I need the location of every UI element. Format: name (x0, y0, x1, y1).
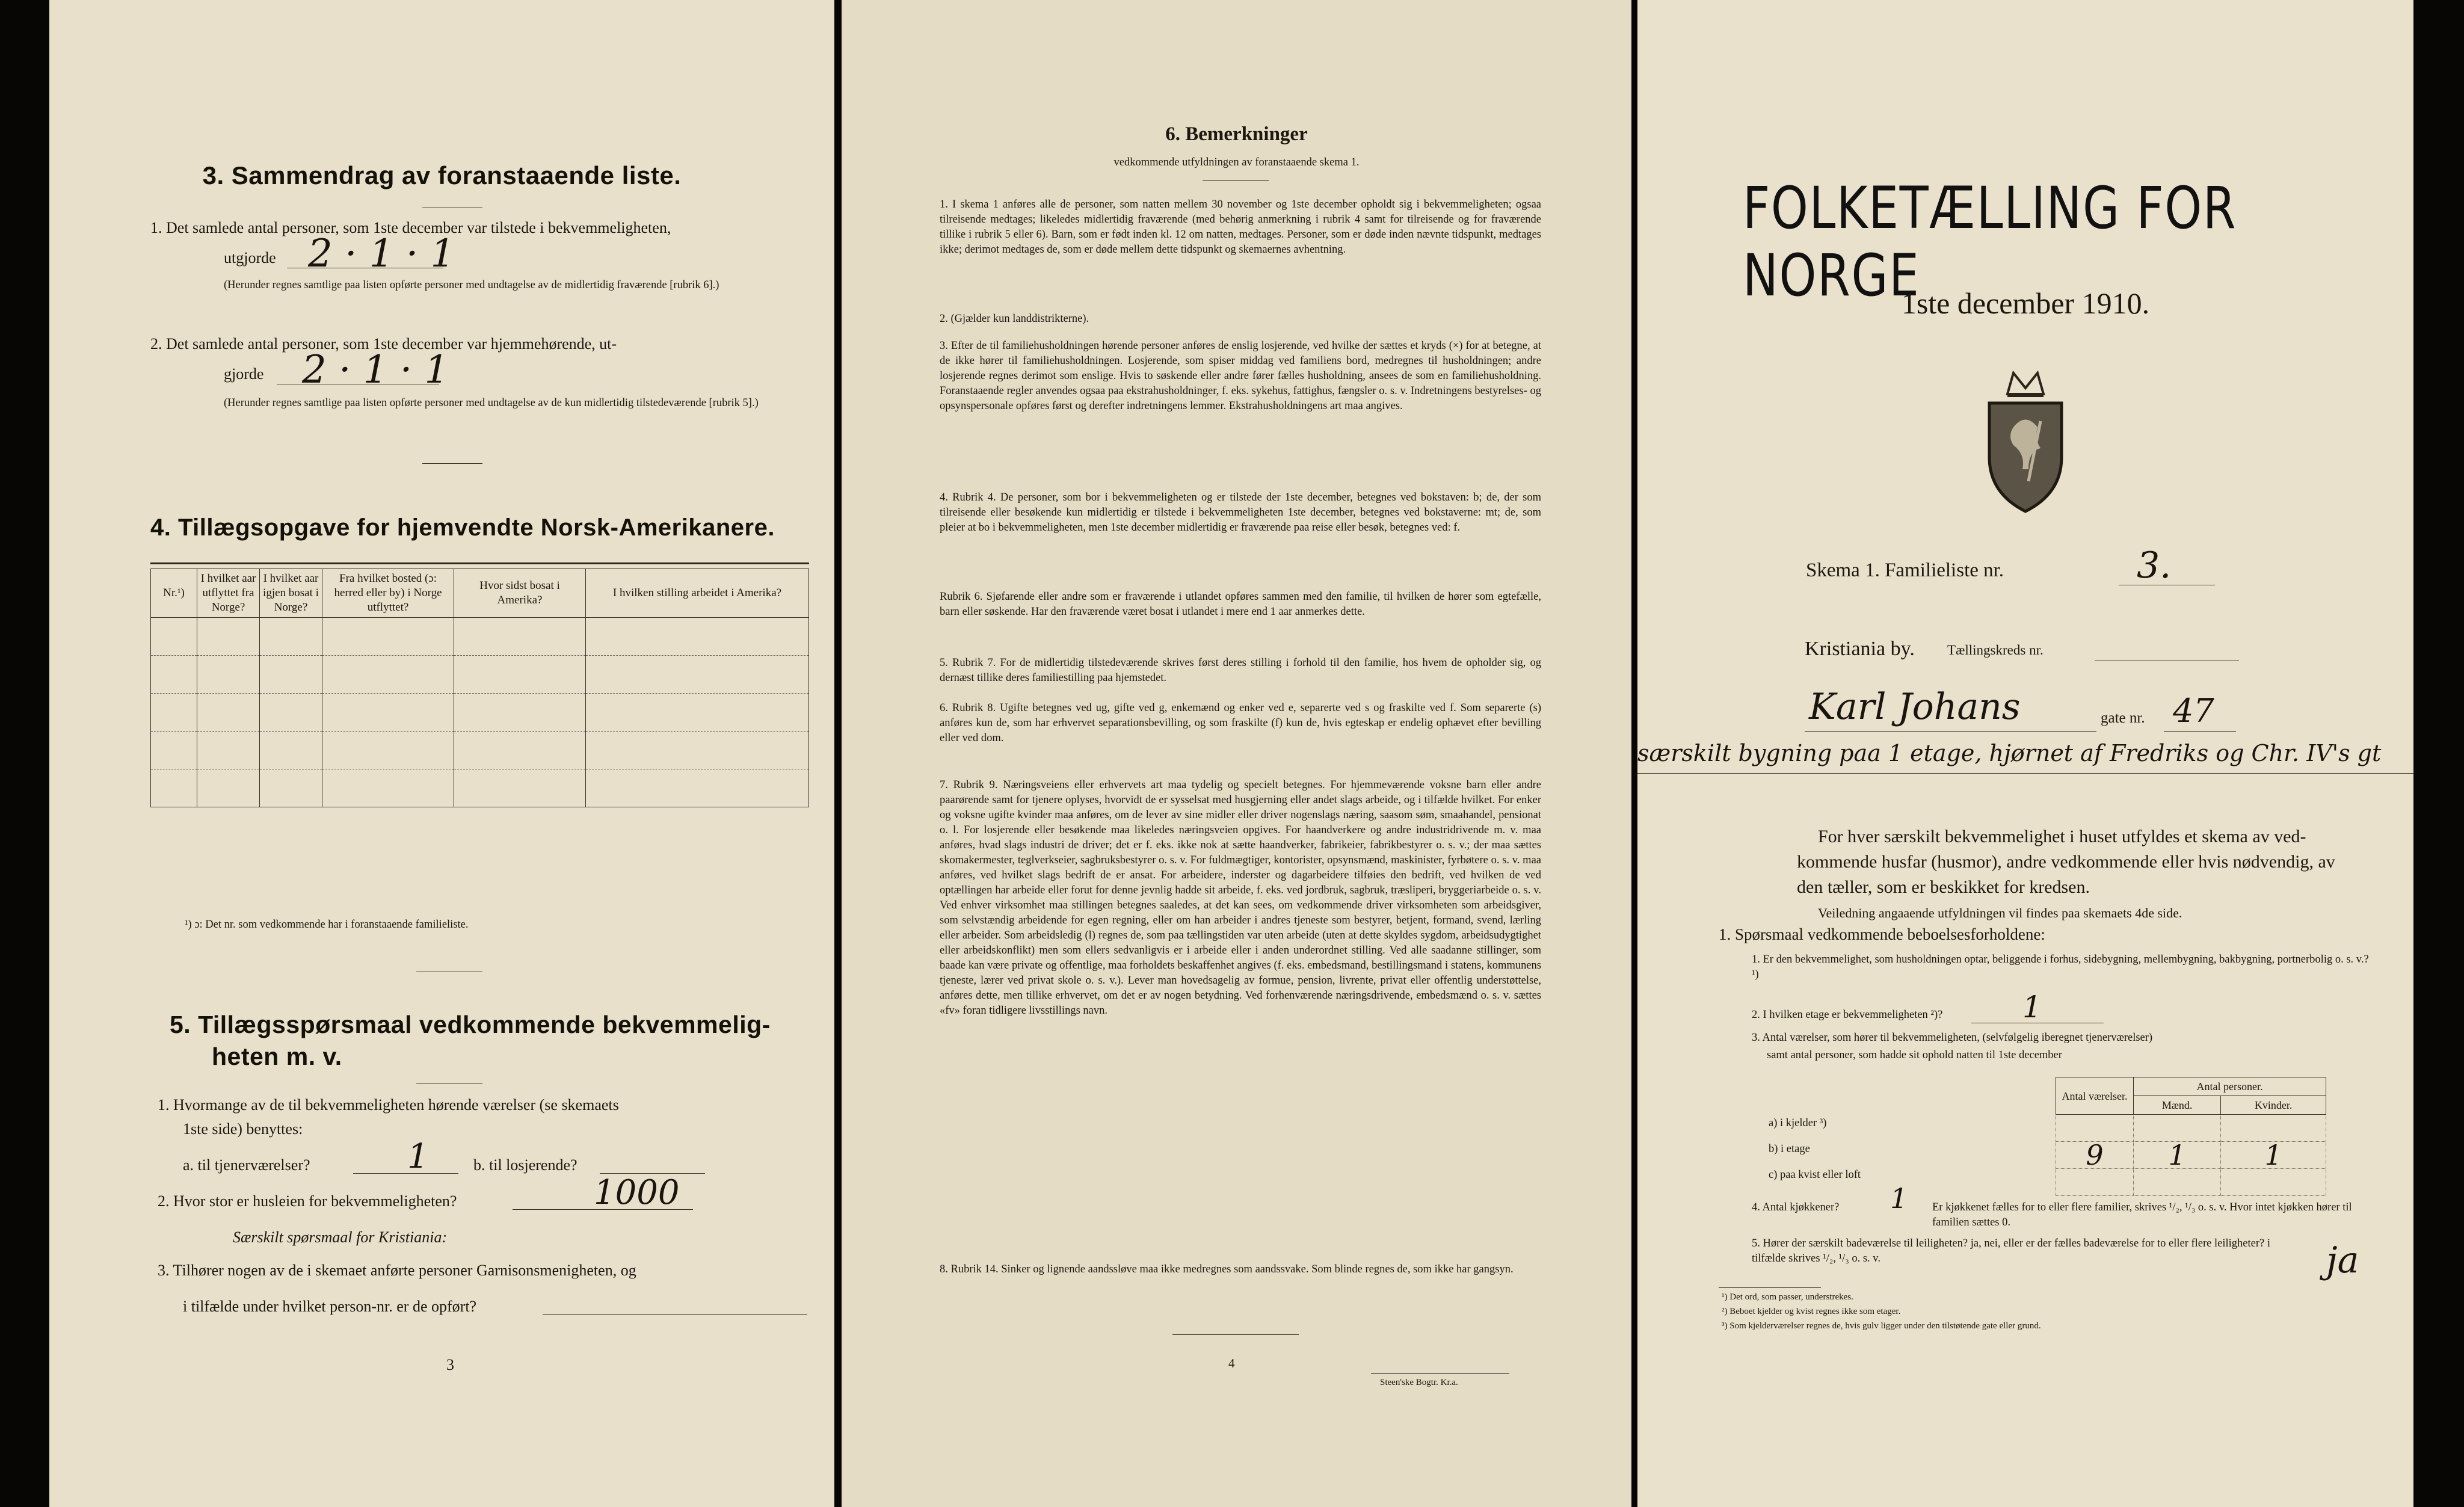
section-5-title: 5. Tillægsspørsmaal vedkommende bekvemmelig- (170, 1011, 771, 1038)
question-rooms-cont: samt antal personer, som hadde sit ophold natten til 1ste december (1767, 1049, 2062, 1061)
intro-line-2: kommende husfar (husmor), andre vedkommende eller hvis nødvendig, av (1797, 852, 2335, 872)
remark-4: 4. Rubrik 4. De personer, som bor i bekvemmeligheten og er tilstede der 1ste december, betegnes ved bokstaven: b; de, der som tilreisende eller besøkende kun midlertidig er tilstede i bekvemmeligheten 1ste december, betegnes ved bokstaverne: mt; de, som pleier at bo i bekvemmeligheten, men 1ste december midlertidig er fraværende paa reise eller besøk, betegnes ved: f. (940, 492, 1541, 534)
intro-guidance: Veiledning angaaende utfyldningen vil findes paa skemaets 4de side. (1818, 905, 2182, 920)
s5-question-3-cont: i tilfælde under hvilket person-nr. er de opført? (183, 1298, 477, 1315)
coat-of-arms-icon (1971, 361, 2080, 517)
table-row (151, 656, 809, 694)
city-label: Kristiania by. (1805, 638, 1915, 660)
cell-men (2134, 1169, 2221, 1196)
skema-label: Skema 1. Familieliste nr. (1806, 559, 2004, 581)
s5-question-1b: b. til losjerende? (473, 1156, 578, 1174)
table-row (2056, 1142, 2326, 1169)
col-header-nr: Nr.¹) (151, 569, 197, 618)
question-rooms: 3. Antal værelser, som hører til bekvemmeligheten, (selvfølgelig iberegnet tjenerværelser) (1752, 1032, 2153, 1044)
s5-question-3: 3. Tilhører nogen av de i skemaet anførte personer Garnisonsmenigheten, og (158, 1262, 636, 1279)
handwritten-street: Karl Johans (1809, 686, 2021, 728)
question-building-type: 1. Er den bekvemmelighet, som husholdningen optar, beliggende i forhus, sidebygning, mellembygning, bakbygning, portnerbolig o. s. v.?¹) (1752, 954, 2369, 981)
s5-kristiania-note: Særskilt spørsmaal for Kristiania: (233, 1228, 448, 1246)
col-header-rooms: Antal værelser. (2056, 1077, 2134, 1115)
handwritten-floor: 1 (2022, 990, 2042, 1025)
col-header-persons: Antal personer. (2134, 1077, 2326, 1096)
s5-question-1-cont: 1ste side) benyttes: (183, 1120, 303, 1138)
cell-women (2221, 1169, 2326, 1196)
remark-1: 1. I skema 1 anføres alle de personer, som natten mellem 30 november og 1ste december opholdt sig i bekvemmeligheten; ogsaa tilreisende medtages; likeledes midlertidig fraværende (med behørig anmerkning i rubrik 4 samt for tilreisende og for fraværende tillike i rubrik 5 eller 6). Barn, som er født inden kl. 12 om natten, medtages. Personer, som er døde inden nævnte tidspunkt, medtages ikke; derimot medtages de, som er døde mellem dette tidspunkt og skemaernes avhentning. (940, 199, 1541, 256)
question-floor: 2. I hvilken etage er bekvemmeligheten ²)? (1752, 1009, 1943, 1021)
remark-5: 5. Rubrik 7. For de midlertidig tilstedeværende skrives først deres stilling i forhold til den familie, hos hvem de opholder sig, og dernæst tillike deres familiestilling paa hjemstedet. (940, 657, 1541, 684)
counting-district-label: Tællingskreds nr. (1947, 643, 2044, 658)
remarks-subtitle: vedkommende utfyldningen av foranstaaende skema 1. (1113, 156, 1360, 168)
cell-women: 1 (2221, 1142, 2326, 1169)
question-kitchens-note: Er kjøkkenet fælles for to eller flere familier, skrives ¹/₂, ¹/₃ o. s. v. Hvor intet kjøkken hører til familien sættes 0. (1932, 1201, 2352, 1228)
census-date: 1ste december 1910. (1901, 286, 2150, 320)
table-row (151, 618, 809, 656)
handwritten-bathroom: ja (2326, 1239, 2359, 1281)
answer-line (543, 1314, 807, 1315)
section-5-title-cont: heten m. v. (212, 1043, 342, 1070)
norsk-amerikanere-table (150, 569, 809, 807)
table-row (2056, 1169, 2326, 1196)
s5-question-1a: a. til tjenerværelser? (183, 1156, 310, 1174)
col-header-men: Mænd. (2134, 1096, 2221, 1115)
col-header-bosted: Fra hvilket bosted (ɔ: herred eller by) i Norge utflyttet? (322, 569, 454, 618)
s5-question-2: 2. Hvor stor er husleien for bekvemmeligheten? (158, 1192, 457, 1210)
rooms-table (2056, 1077, 2326, 1196)
footnote-1: ¹) Det ord, som passer, understrekes. (1722, 1292, 1853, 1302)
divider (1172, 1334, 1299, 1335)
cell-rooms (2056, 1115, 2134, 1142)
row-label-floor: b) i etage (1769, 1143, 1810, 1155)
question-2-note: (Herunder regnes samtlige paa listen opførte personer med undtagelse av de kun midlertidig tilstedeværende [rubrik 5].) (224, 397, 759, 409)
handwritten-building-note: særskilt bygning paa 1 etage, hjørnet af Fredriks og Chr. IV's gt (1637, 740, 2382, 766)
remark-6: 6. Rubrik 8. Ugifte betegnes ved ug, gifte ved g, enkemænd og enker ved e, separerte ved s og fraskilte ved f. Som separerte (s) anføres kun de, som har erhvervet separationsbevilling, og som fraskilte (f) kun de, hvis egteskap er endelig ophævet efter bevilling eller ved dom. (940, 702, 1541, 744)
table-row (151, 769, 809, 807)
page-number: 3 (446, 1356, 454, 1373)
table-row (151, 694, 809, 732)
cell-men: 1 (2134, 1142, 2221, 1169)
cell-men (2134, 1115, 2221, 1142)
page-3 (49, 0, 834, 1507)
s5-question-1-text: 1. Hvormange av de til bekvemmeligheten hørende værelser (se skemaets (158, 1096, 619, 1114)
question-1-label: utgjorde (224, 249, 276, 267)
page-4 (842, 0, 1631, 1507)
section-4-title: 4. Tillægsopgave for hjemvendte Norsk-Amerikanere. (150, 514, 775, 541)
footnote-divider (1719, 1287, 1821, 1288)
question-bathroom: 5. Hører der særskilt badeværelse til leiligheten? ja, nei, eller er der fælles badeværelse for to eller flere leiligheter? i tilfælde skrives ¹/₂, ¹/₃ o. s. v. (1752, 1237, 2270, 1265)
handwritten-servant-rooms: 1 (407, 1137, 429, 1176)
answer-line (2164, 731, 2236, 732)
divider (1371, 1373, 1509, 1374)
question-2-text: 2. Det samlede antal personer, som 1ste december var hjemmehørende, ut- (150, 335, 617, 353)
handwritten-kitchens: 1 (1890, 1182, 1908, 1215)
table-row (151, 732, 809, 769)
question-1-text: 1. Det samlede antal personer, som 1ste december var tilstede i bekvemmeligheten, (150, 219, 671, 236)
answer-line (1637, 773, 2413, 774)
remark-8: 8. Rubrik 14. Sinker og lignende aandssløve maa ikke medregnes som aandssvake. Som blinde regnes de, som ikke har gangsyn. (940, 1263, 1514, 1275)
remark-7: 7. Rubrik 9. Næringsveiens eller erhvervets art maa tydelig og specielt betegnes. For hjemmeværende voksne barn eller andre paarørende samt for tjenere oplyses, hvorvidt de er sysselsat med husgjerning eller andet slags arbeide, og i tilfælde hvilket. For enker og voksne ugifte kvinder maa anføres, om de lever av sine midler eller driver nogenslags næring, saasom søm, smaahandel, pensionat o. l. For losjerende eller besøkende maa likeledes næringsveien opgives. For haandverkere og andre industridrivende m. v. maa anføres, hvad slags industri de driver; det er f. eks. ikke nok at sætte haandverker, fabrikeier, fabrikbestyrer o. s. v.; der maa sættes skomakermester, teglverkseier, sagbruksbestyrer o. s. v. For fuldmægtiger, kontorister, opsynsmænd, maskinister, fyrbøtere o. s. v. maa anføres, ved hvilket slags bedrift de er ansat. For arbeidere, inderster og dagarbeidere tilføies den bedrift, ved hvilken de ved optællingen har arbeide eller forut for denne jevnlig hadde sit arbeide, f. eks. ved jordbruk, sagbruk, træsliperi, bryggeriarbeide o. s. v. Ved enhver virksomhet maa stillingen betegnes saaledes, at det kan sees, om vedkommende driver virksomheten som arbeidsgiver, som selvstændig arbeidende for egen regning, eller om han arbeider i andres tjeneste som bestyrer, betjent, formand, svend, lærling eller arbeider. Som arbeidsledig (l) regnes de, som paa tællingstiden var uten arbeide (uten at dette skyldes sygdom, arbeidsudygtighet eller arbeidskonflikt) men som ellers sedvanligvis er i arbeide eller i anden underordnet stilling. Ved alle saadanne stillinger, som baade kan være private og offentlige, maa forholdets beskaffenhet angives (f. eks. embedsmand, bestillingsmand i statens, kommunens tjeneste, lærer ved privat skole o. s. v.). Lever man hovedsagelig av formue, pension, livrente, privat eller offentlig understøttelse, anføres dette, men tillike erhvervet, om det er av nogen betydning. Ved forhenværende næringsdrivende, embedsmænd o. s. v. sættes «fv» foran tidligere livsstillings navn. (940, 779, 1541, 1017)
divider (1203, 180, 1269, 181)
footnote-3: ³) Som kjelderværelser regnes de, hvis gulv ligger under den tilstøtende gate eller grund. (1722, 1321, 2041, 1331)
question-2-label: gjorde (224, 365, 264, 383)
answer-line (353, 1173, 458, 1174)
answer-line (1805, 731, 2096, 732)
col-header-stilling: I hvilken stilling arbeidet i Amerika? (586, 569, 809, 618)
remark-3: 3. Efter de til familiehusholdningen hørende personer anføres de enslig losjerende, ved hvilke der sættes et kryds (×) for at betegne, at de ikke hører til familiehusholdningen. Losjerende, som spiser middag ved familiens bord, medregnes til husholdningen; andre losjerende regnes derimot som enslige. Hvis to søskende eller andre fører fælles husholdning, ansees de som en familiehusholdning. Foranstaaende regler anvendes ogsaa paa ekstrahusholdninger, f. eks. sykehus, fattighus, fængsler o. s. v. Indretningens bestyrelses- og opsynspersonale opføres først og derefter indretningens lemmer. Ekstrahusholdningens art maa angives. (940, 340, 1541, 412)
page-1-cover (1637, 0, 2413, 1507)
census-title: FOLKETÆLLING FOR NORGE (1743, 174, 2237, 309)
row-label-attic: c) paa kvist eller loft (1769, 1169, 1861, 1181)
remark-4b: Rubrik 6. Sjøfarende eller andre som er fraværende i utlandet opføres sammen med den familie, til hvilken de hører som egtefælle, barn eller søskende. Har den fraværende været bosat i utlandet i mere end 1 aar anmerkes dette. (940, 591, 1541, 618)
section-3-title: 3. Sammendrag av foranstaaende liste. (202, 161, 682, 190)
intro-line-3: den tæller, som er beskikket for kredsen. (1797, 877, 2090, 897)
cell-rooms: 9 (2056, 1142, 2134, 1169)
cell-rooms (2056, 1169, 2134, 1196)
questions-heading: 1. Spørsmaal vedkommende beboelsesforholdene: (1719, 925, 2045, 943)
col-header-utflyttet: I hvilket aar utflyttet fra Norge? (197, 569, 260, 618)
page-number: 4 (1228, 1356, 1235, 1370)
table-row (2056, 1115, 2326, 1142)
remark-2: 2. (Gjælder kun landdistrikterne). (940, 313, 1089, 325)
table-top-rule (150, 562, 809, 564)
row-label-cellar: a) i kjelder ³) (1769, 1117, 1827, 1129)
street-number-label: gate nr. (2101, 710, 2145, 726)
remarks-title: 6. Bemerkninger (1165, 123, 1308, 145)
col-header-bosat: I hvilket aar igjen bosat i Norge? (260, 569, 322, 618)
footnote-2: ²) Beboet kjelder og kvist regnes ikke som etager. (1722, 1307, 1901, 1316)
table-footnote: ¹) ɔ: Det nr. som vedkommende har i foranstaaende familieliste. (185, 919, 469, 931)
handwritten-total-present: 2 · 1 · 1 (308, 232, 455, 276)
handwritten-rent: 1000 (594, 1173, 680, 1212)
handwritten-street-number: 47 (2173, 692, 2214, 730)
question-1-note: (Herunder regnes samtlige paa listen opførte personer med undtagelse av de midlertidig fraværende [rubrik 6].) (224, 279, 719, 291)
cell-women (2221, 1115, 2326, 1142)
intro-line-1: For hver særskilt bekvemmelighet i huset utfyldes et skema av ved- (1818, 827, 2306, 846)
question-kitchens: 4. Antal kjøkkener? (1752, 1201, 1840, 1213)
handwritten-total-resident: 2 · 1 · 1 (302, 348, 449, 392)
printer-mark: Steen'ske Bogtr. Kr.a. (1380, 1378, 1458, 1387)
divider (422, 463, 482, 464)
col-header-women: Kvinder. (2221, 1096, 2326, 1115)
col-header-amerika: Hvor sidst bosat i Amerika? (454, 569, 586, 618)
handwritten-family-list-nr: 3. (2137, 544, 2172, 587)
